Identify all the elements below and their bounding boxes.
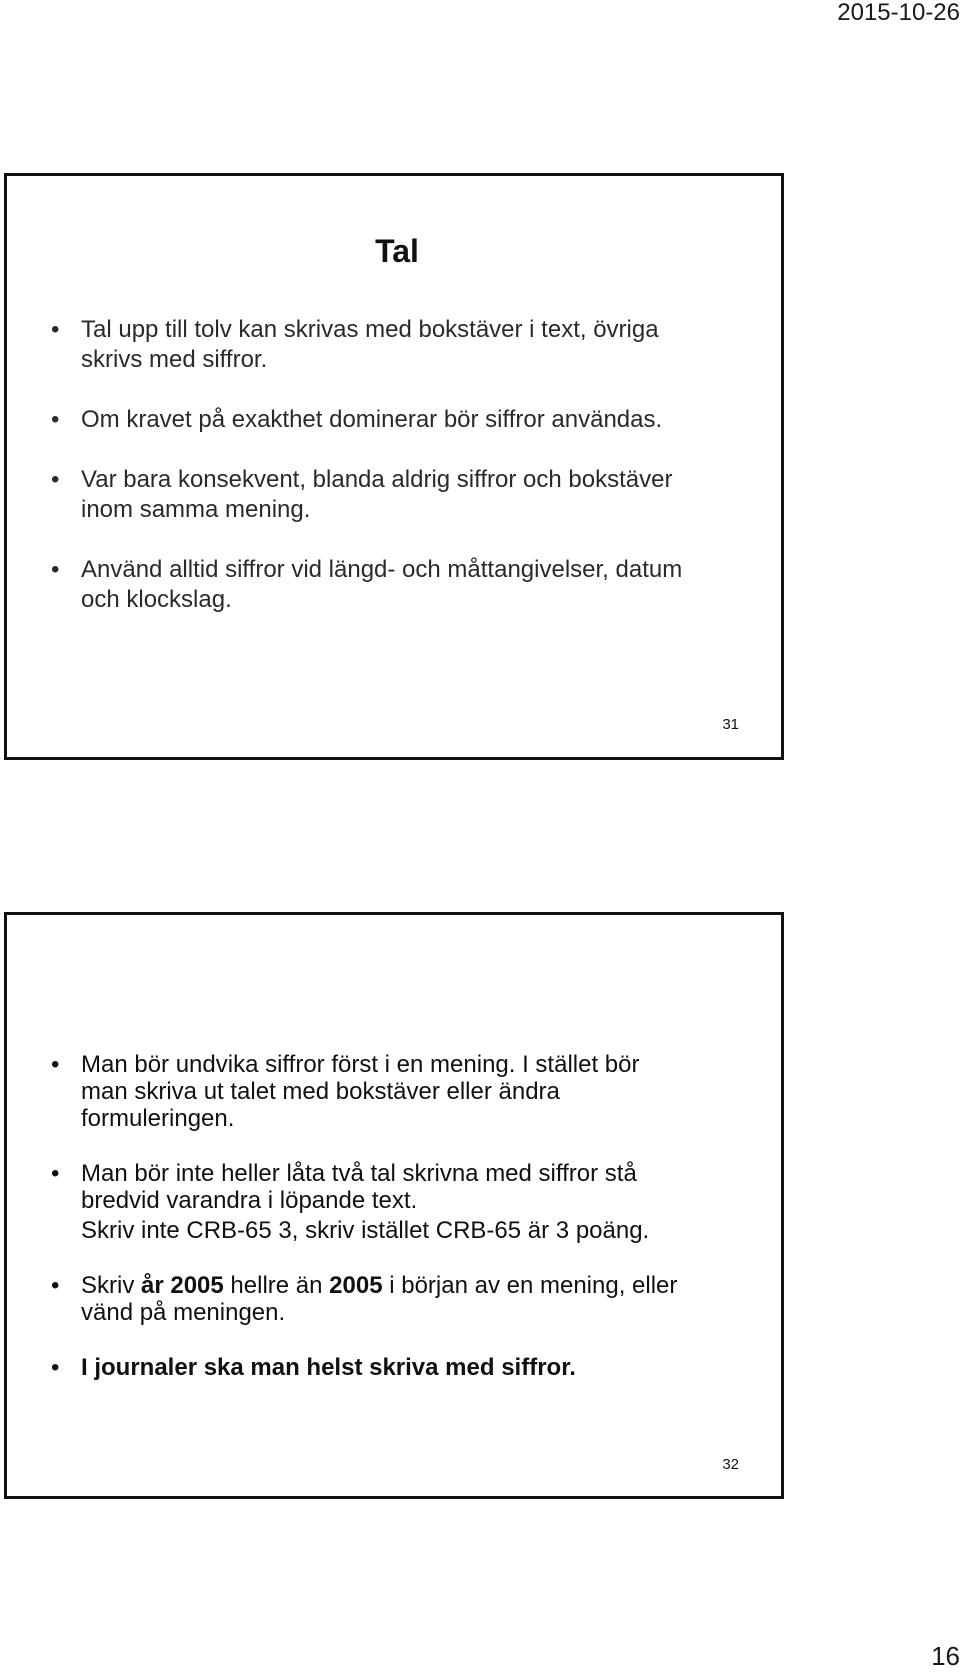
bullet-line: • Använd alltid siffror vid längd- och måttangivelser, datum (81, 556, 683, 583)
text-run: hellre än (223, 1272, 330, 1299)
slide-31 (4, 173, 784, 760)
bullet-item (51, 1051, 771, 1132)
bullet-line: och klockslag. (81, 586, 232, 613)
bullet-line (81, 1272, 771, 1299)
bullet-line: inom samma mening. (81, 496, 311, 523)
bullet-line: formuleringen. (81, 1105, 235, 1132)
bullet-line: skrivs med siffror. (81, 346, 268, 373)
bullet-line: • Man bör inte heller låta två tal skrivna med siffror stå (81, 1160, 637, 1187)
page-date: 2015-10-26 (837, 0, 960, 26)
bullet-item (51, 1272, 771, 1326)
bullet-line: vänd på meningen. (81, 1299, 286, 1326)
bullet-line: man skriva ut talet med bokstäver eller ändra (81, 1078, 560, 1105)
bullet-item (51, 555, 771, 615)
bullet-item (51, 1160, 771, 1244)
bullet-line: • Tal upp till tolv kan skrivas med bokstäver i text, övriga (81, 316, 659, 343)
slide-number: 31 (722, 716, 739, 733)
bullet-item (51, 1354, 771, 1381)
bold-text: år 2005 (141, 1272, 224, 1299)
slide-number: 32 (722, 1456, 739, 1473)
bullet-item (51, 315, 771, 375)
bullet-line: bredvid varandra i löpande text. (81, 1187, 418, 1214)
slide-title: Tal (375, 233, 419, 269)
slide-32 (4, 912, 784, 1499)
text-run: Skriv (81, 1272, 141, 1299)
bold-bullet-line: • I journaler ska man helst skriva med siffror. (81, 1354, 576, 1381)
bullet-item (51, 465, 771, 525)
bullet-list (51, 1051, 771, 1381)
bullet-line: • Om kravet på exakthet dominerar bör siffror användas. (81, 406, 663, 433)
bullet-line: • Man bör undvika siffror först i en mening. I stället bör (81, 1051, 640, 1078)
text-run: i början av en mening, eller (382, 1272, 678, 1299)
example-line: Skriv inte CRB-65 3, skriv istället CRB-65 är 3 poäng. (81, 1217, 650, 1244)
bullet-item (51, 405, 771, 435)
bullet-list (51, 315, 771, 615)
page-number: 16 (931, 1641, 960, 1671)
bullet-line: • Var bara konsekvent, blanda aldrig siffror och bokstäver (81, 466, 673, 493)
bold-text: 2005 (329, 1272, 383, 1299)
